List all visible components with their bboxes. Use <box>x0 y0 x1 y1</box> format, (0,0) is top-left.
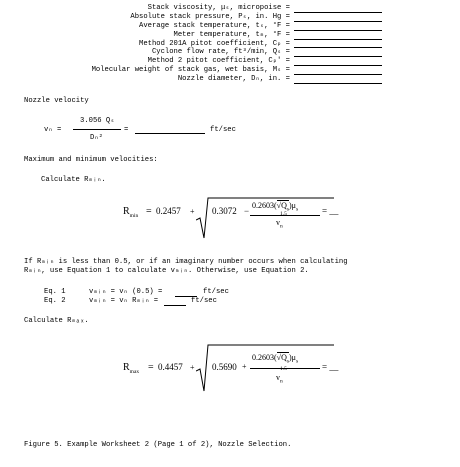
eq1-unit: ft/sec <box>203 288 229 296</box>
instruction-line-2: Rₘᵢₙ, use Equation 1 to calculate vₘᵢₙ. Otherwise, use Equation 2. <box>24 267 309 275</box>
blank-field[interactable] <box>294 13 382 22</box>
eq2-label: Eq. 2 <box>44 297 66 305</box>
rmax-c1: 0.4457 <box>158 362 183 372</box>
nozzle-velocity-heading: Nozzle velocity <box>24 97 89 105</box>
param-stack-pressure: Absolute stack pressure, Pₛ, in. Hg = <box>130 12 290 21</box>
param-cyclone-flow: Cyclone flow rate, ft³/min, Qₛ = <box>151 48 290 57</box>
eq2-expr: vₘᵢₙ = vₙ Rₘᵢₙ = <box>89 297 159 305</box>
nozzle-velocity-denominator: Dₙ² <box>90 134 103 142</box>
rmax-c2: 0.5690 <box>212 362 237 372</box>
rmin-numerator: $0.2603(√Q_s)\mu_s$ <box>252 201 299 213</box>
calc-rmax-label: Calculate Rₘₐₓ. <box>24 317 89 325</box>
parameter-blanks <box>294 4 382 84</box>
rmax-plus2: + <box>242 362 247 371</box>
rmax-plus: + <box>190 363 195 372</box>
param-meter-temperature: Meter temperature, tₘ, °F = <box>173 30 290 39</box>
blank-field[interactable] <box>294 22 382 31</box>
parameter-list <box>20 4 290 84</box>
nozzle-velocity-blank[interactable] <box>135 133 205 134</box>
max-min-heading: Maximum and minimum velocities: <box>24 156 158 164</box>
blank-field[interactable] <box>294 4 382 13</box>
eq2-unit: ft/sec <box>191 297 217 305</box>
blank-field[interactable] <box>294 31 382 40</box>
rmin-minus: − <box>244 206 250 216</box>
figure-caption: Figure 5. Example Worksheet 2 (Page 1 of 2), Nozzle Selection. <box>24 441 292 449</box>
nozzle-velocity-lhs: vₙ = <box>44 126 62 134</box>
blank-field[interactable] <box>294 48 382 57</box>
nozzle-velocity-numerator: 3.056 Qₛ <box>80 117 115 125</box>
param-method2-pitot: Method 2 pitot coefficient, Cₚ' = <box>147 57 290 66</box>
rmin-R: $R_{min}$ <box>123 206 139 219</box>
rmin-c2: 0.3072 <box>212 206 237 216</box>
calc-rmin-label: Calculate Rₘᵢₙ. <box>41 176 106 184</box>
param-stack-temperature: Average stack temperature, tₛ, °F = <box>139 21 290 30</box>
blank-field[interactable] <box>294 75 382 84</box>
nozzle-velocity-unit: ft/sec <box>210 126 236 134</box>
rmax-numerator: $0.2603(√Q_s)\mu_s$ <box>252 353 299 365</box>
eq1-expr: vₘᵢₙ = vₙ (0.5) = <box>89 288 163 296</box>
eq1-label: Eq. 1 <box>44 288 66 296</box>
fraction-bar <box>73 129 121 130</box>
param-nozzle-diameter: Nozzle diameter, Dₙ, in. = <box>177 75 290 84</box>
nozzle-velocity-equals: = <box>124 126 129 134</box>
blank-field[interactable] <box>294 66 382 75</box>
instruction-line-1: If Rₘᵢₙ is less than 0.5, or if an imaginary number occurs when calculating <box>24 258 348 266</box>
param-molecular-weight: Molecular weight of stack gas, wet basis, Mₛ = <box>91 66 290 75</box>
rmax-result: = __ <box>322 362 339 372</box>
param-stack-viscosity: Stack viscosity, μₛ, micropoise = <box>147 4 290 12</box>
rmin-result: = __ <box>322 206 339 216</box>
blank-field[interactable] <box>294 40 382 49</box>
rmin-denominator: $v_n$ 1.5 <box>276 211 287 230</box>
rmax-denominator: $v_n$ 1.5 <box>276 366 287 385</box>
rmin-eq: = <box>146 206 152 217</box>
param-201a-pitot: Method 201A pitot coefficient, Cₚ = <box>139 39 290 48</box>
eq2-blank[interactable] <box>164 305 186 306</box>
rmax-R: $R_{max}$ <box>123 362 140 375</box>
rmin-c1: 0.2457 <box>156 206 181 216</box>
blank-field[interactable] <box>294 57 382 66</box>
rmax-eq: = <box>148 362 154 373</box>
rmin-plus: + <box>190 207 195 216</box>
